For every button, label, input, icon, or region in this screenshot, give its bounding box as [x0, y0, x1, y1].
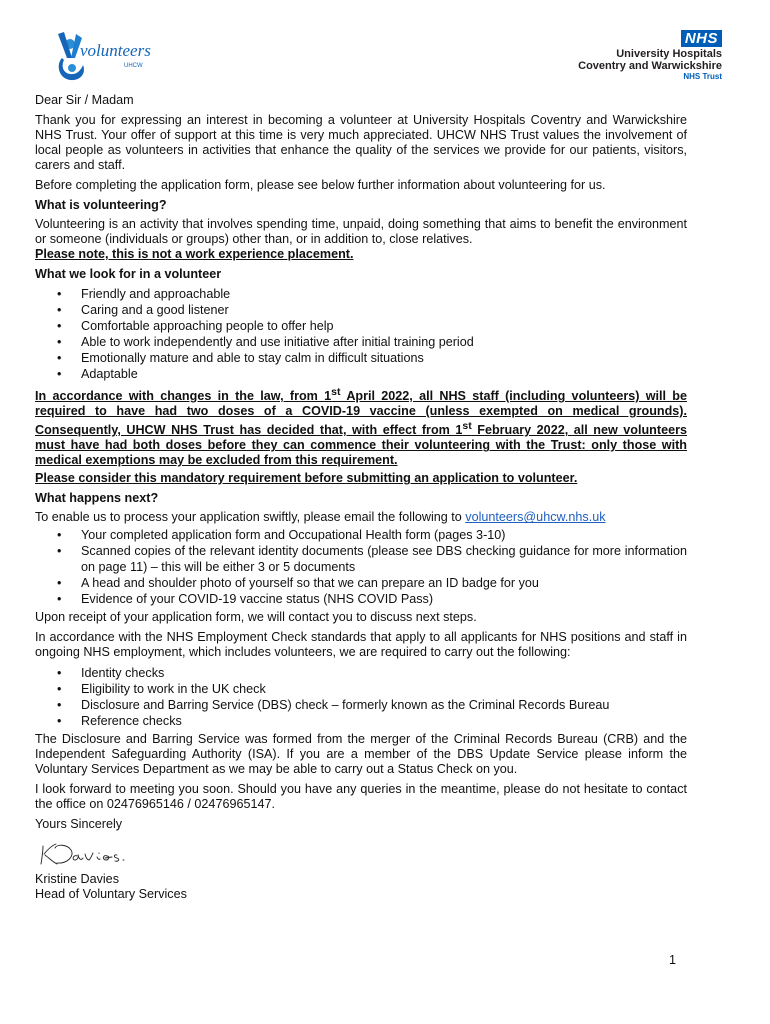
list-item: • Friendly and approachable [81, 286, 687, 302]
list-item: • Able to work independently and use initiative after initial training period [81, 334, 687, 350]
list-item: • Disclosure and Barring Service (DBS) check – formerly known as the Criminal Records Bureau [81, 697, 687, 713]
what-is-volunteering-heading: What is volunteering? [35, 198, 167, 212]
list-item: • A head and shoulder photo of yourself so that we can prepare an ID badge for you [81, 575, 687, 591]
look-for-list [35, 286, 687, 382]
email-link[interactable]: volunteers@uhcw.nhs.uk [465, 510, 606, 525]
covid-sup2: st [462, 420, 472, 433]
covid-text-part3: February 2022, all new volunteers must have had both doses before they can commence their volunteering with the Trust: only those with medical exemptions may be excluded from this requirement. [35, 423, 687, 468]
signature [37, 838, 687, 868]
org-name-line1: University Hospitals [616, 48, 722, 60]
volunteers-logo [52, 28, 162, 90]
what-happens-next-heading: What happens next? [35, 491, 159, 506]
volunteers-logo-text: volunteers [80, 41, 151, 60]
org-name-line2: Coventry and Warwickshire [578, 60, 722, 72]
next-steps-list [35, 527, 687, 607]
nhs-badge: NHS [681, 30, 722, 47]
page-number: 1 [669, 953, 677, 967]
letter-body [35, 93, 687, 907]
next-intro-paragraph [35, 510, 687, 525]
dbs-paragraph: The Disclosure and Barring Service was formed from the merger of the Criminal Records Bureau (CRB) and the Independent Safeguarding Authority (ISA). If you are a member of the DBS Update Service please inform the Voluntary Services Department as we may be able to carry out a Status Check on you. [35, 732, 687, 777]
list-item: • Caring and a good listener [81, 302, 687, 318]
list-item: • Emotionally mature and able to stay calm in difficult situations [81, 350, 687, 366]
list-item: • Your completed application form and Occupational Health form (pages 3-10) [81, 527, 687, 543]
look-for-heading: What we look for in a volunteer [35, 267, 222, 281]
covid-text-part1: In accordance with changes in the law, from 1 [35, 389, 332, 404]
sign-off: Yours Sincerely [35, 817, 123, 832]
mandatory-requirement-note: Please consider this mandatory requirement before submitting an application to volunteer. [35, 471, 578, 486]
what-is-volunteering-text: Volunteering is an activity that involves spending time, unpaid, doing something that aims to benefit the environment or someone (individuals or groups) other than, or in addition to, close relatives. [35, 217, 687, 246]
list-item: • Reference checks [81, 713, 687, 729]
covid-requirement-paragraph [35, 385, 687, 468]
upon-receipt-paragraph: Upon receipt of your application form, we will contact you to discuss next steps. [35, 610, 477, 625]
before-completing-paragraph: Before completing the application form, please see below further information about volunteering for us. [35, 178, 606, 192]
closing-paragraph: I look forward to meeting you soon. Should you have any queries in the meantime, please do not hesitate to contact the office on 02476965146 / 02476965147. [35, 782, 687, 812]
list-item: • Scanned copies of the relevant identity documents (please see DBS checking guidance for more information on page 11) – this will be either 3 or 5 documents [81, 543, 687, 575]
signer-name: Kristine Davies [35, 872, 119, 887]
list-item: • Identity checks [81, 665, 687, 681]
list-item: • Eligibility to work in the UK check [81, 681, 687, 697]
signer-title: Head of Voluntary Services [35, 887, 187, 902]
list-item: • Comfortable approaching people to offer help [81, 318, 687, 334]
salutation: Dear Sir / Madam [35, 93, 134, 107]
employment-check-paragraph: In accordance with the NHS Employment Check standards that apply to all applicants for NHS positions and staff in ongoing NHS employment, which includes volunteers, we are required to carry out the following: [35, 630, 687, 660]
not-work-experience-note: Please note, this is not a work experience placement. [35, 247, 354, 261]
intro-paragraph: Thank you for expressing an interest in becoming a volunteer at University Hospitals Coventry and Warwickshire NHS Trust. Your offer of support at this time is very much appreciated. UHCW NHS Trust values the involvement of local people as volunteers in activities that enhance the quality of the services we provide for our patients, visitors, carers and staff. [35, 113, 687, 172]
covid-text-part2: April 2022, all NHS staff (including volunteers) will be required to have had two doses of a COVID-19 vaccine (unless exempted on medical grounds). Consequently, UHCW NHS Trust has decided that, with effect from 1 [35, 389, 687, 438]
covid-sup1: st [331, 386, 341, 398]
signature-image [37, 838, 137, 868]
next-intro-text: To enable us to process your application swiftly, please email the following to [35, 510, 466, 525]
volunteers-figure-icon [52, 28, 162, 90]
org-name-line3: NHS Trust [683, 72, 722, 81]
volunteers-logo-sub: UHCW [124, 63, 143, 69]
list-item: • Evidence of your COVID-19 vaccine status (NHS COVID Pass) [81, 591, 687, 607]
checks-list [35, 665, 687, 729]
nhs-trust-logo [542, 30, 722, 81]
list-item: • Adaptable [81, 366, 687, 382]
